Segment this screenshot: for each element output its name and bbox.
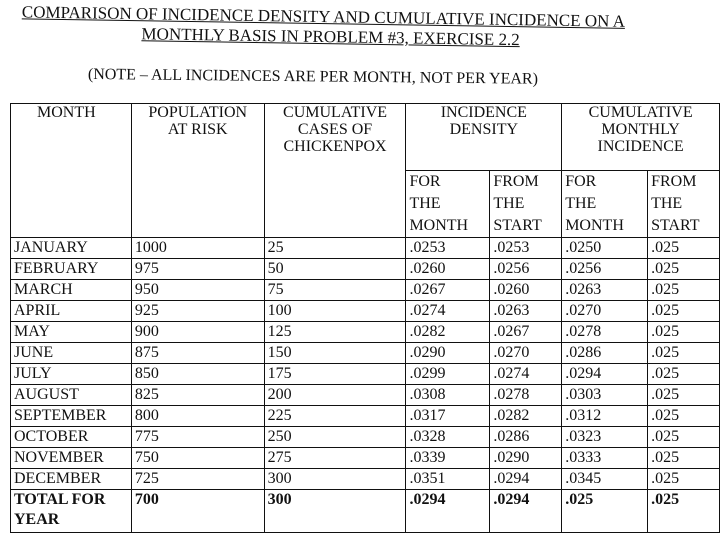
- value-cell: 50: [264, 259, 406, 280]
- value-cell: .0267: [490, 322, 562, 343]
- value-cell: .0256: [490, 259, 562, 280]
- header-cases-line2: CASES OF: [297, 121, 373, 138]
- header-incidence-density: [406, 104, 562, 171]
- value-cell: .0270: [490, 343, 562, 364]
- value-cell: .025: [648, 469, 720, 490]
- table-row: [11, 469, 720, 490]
- sub-line: THE: [565, 195, 597, 212]
- total-value-cell: 700: [131, 490, 264, 533]
- subheader-density-start: [490, 171, 562, 238]
- value-cell: 75: [264, 280, 406, 301]
- header-population-line1: POPULATION: [148, 104, 248, 121]
- sub-line: MONTH: [565, 217, 624, 234]
- value-cell: 150: [264, 343, 406, 364]
- title-line-1: COMPARISON OF INCIDENCE DENSITY AND CUMULATIVE INCIDENCE ON A: [21, 2, 626, 31]
- value-cell: .025: [648, 259, 720, 280]
- total-value-cell: 300: [264, 490, 406, 533]
- sub-line: FOR: [565, 173, 597, 190]
- value-cell: .0328: [406, 427, 490, 448]
- header-density-line2: DENSITY: [449, 121, 519, 138]
- header-cmi-line3: INCIDENCE: [597, 138, 684, 155]
- value-cell: .0308: [406, 385, 490, 406]
- value-cell: .0253: [490, 238, 562, 259]
- month-cell: DECEMBER: [11, 469, 132, 490]
- value-cell: .0274: [490, 364, 562, 385]
- value-cell: .025: [648, 238, 720, 259]
- title-line-2: MONTHLY BASIS IN PROBLEM #3, EXERCISE 2.2: [141, 24, 520, 50]
- value-cell: 925: [131, 301, 264, 322]
- header-density-line1: INCIDENCE: [440, 104, 527, 121]
- value-cell: 900: [131, 322, 264, 343]
- value-cell: .0339: [406, 448, 490, 469]
- value-cell: .025: [648, 385, 720, 406]
- note-text: (NOTE – ALL INCIDENCES ARE PER MONTH, NOT PER YEAR): [87, 66, 539, 88]
- table-row: [11, 301, 720, 322]
- value-cell: .025: [648, 406, 720, 427]
- value-cell: .0286: [490, 427, 562, 448]
- subheader-cmi-month: [562, 171, 648, 238]
- value-cell: 725: [131, 469, 264, 490]
- value-cell: 750: [131, 448, 264, 469]
- sub-line: THE: [493, 195, 525, 212]
- value-cell: 775: [131, 427, 264, 448]
- value-cell: .0294: [562, 364, 648, 385]
- value-cell: .025: [648, 427, 720, 448]
- header-month: MONTH: [11, 104, 132, 238]
- total-row: [11, 490, 720, 533]
- sub-line: FROM: [493, 173, 539, 190]
- month-cell: APRIL: [11, 301, 132, 322]
- month-cell: FEBRUARY: [11, 259, 132, 280]
- value-cell: .025: [648, 364, 720, 385]
- month-cell: MAY: [11, 322, 132, 343]
- value-cell: 250: [264, 427, 406, 448]
- table-row: [11, 343, 720, 364]
- value-cell: 25: [264, 238, 406, 259]
- value-cell: 825: [131, 385, 264, 406]
- value-cell: 200: [264, 385, 406, 406]
- sub-line: FOR: [409, 173, 441, 190]
- total-label-cell: [11, 490, 132, 533]
- total-label-line: TOTAL FOR: [14, 491, 106, 508]
- value-cell: .0290: [490, 448, 562, 469]
- table-row: [11, 259, 720, 280]
- month-cell: JUNE: [11, 343, 132, 364]
- value-cell: .0250: [562, 238, 648, 259]
- value-cell: .0290: [406, 343, 490, 364]
- value-cell: .025: [648, 301, 720, 322]
- value-cell: .025: [648, 322, 720, 343]
- table-row: [11, 448, 720, 469]
- month-cell: AUGUST: [11, 385, 132, 406]
- header-cumulative-cases: [264, 104, 406, 238]
- subheader-density-month: [406, 171, 490, 238]
- value-cell: .0278: [490, 385, 562, 406]
- value-cell: 275: [264, 448, 406, 469]
- value-cell: .0323: [562, 427, 648, 448]
- value-cell: 1000: [131, 238, 264, 259]
- total-value-cell: .025: [648, 490, 720, 533]
- value-cell: .0317: [406, 406, 490, 427]
- value-cell: .0267: [406, 280, 490, 301]
- value-cell: .0260: [406, 259, 490, 280]
- value-cell: 125: [264, 322, 406, 343]
- value-cell: .0253: [406, 238, 490, 259]
- value-cell: 950: [131, 280, 264, 301]
- value-cell: .025: [648, 343, 720, 364]
- value-cell: .0274: [406, 301, 490, 322]
- value-cell: .0351: [406, 469, 490, 490]
- table-row: [11, 280, 720, 301]
- document-title: [0, 2, 720, 53]
- value-cell: 800: [131, 406, 264, 427]
- value-cell: .0282: [490, 406, 562, 427]
- value-cell: .0278: [562, 322, 648, 343]
- month-cell: SEPTEMBER: [11, 406, 132, 427]
- table-row: [11, 238, 720, 259]
- value-cell: .0256: [562, 259, 648, 280]
- value-cell: .025: [648, 280, 720, 301]
- sub-line: FROM: [651, 173, 697, 190]
- value-cell: 175: [264, 364, 406, 385]
- value-cell: .0333: [562, 448, 648, 469]
- value-cell: .0294: [490, 469, 562, 490]
- value-cell: 975: [131, 259, 264, 280]
- header-cmi-line1: CUMULATIVE: [588, 104, 693, 121]
- value-cell: .0299: [406, 364, 490, 385]
- header-cmi-line2: MONTHLY: [601, 121, 680, 138]
- header-population: [131, 104, 264, 238]
- value-cell: 100: [264, 301, 406, 322]
- value-cell: 300: [264, 469, 406, 490]
- total-value-cell: .025: [562, 490, 648, 533]
- table-row: [11, 364, 720, 385]
- sub-line: THE: [409, 195, 441, 212]
- sub-line: MONTH: [409, 217, 469, 234]
- value-cell: .0270: [562, 301, 648, 322]
- total-value-cell: .0294: [406, 490, 490, 533]
- value-cell: .0286: [562, 343, 648, 364]
- header-cases-line3: CHICKENPOX: [283, 138, 387, 155]
- value-cell: 875: [131, 343, 264, 364]
- table-row: [11, 427, 720, 448]
- month-cell: JANUARY: [11, 238, 132, 259]
- header-cases-line1: CUMULATIVE: [283, 104, 388, 121]
- total-label-line: YEAR: [14, 511, 60, 528]
- sub-line: START: [651, 217, 700, 234]
- value-cell: .025: [648, 448, 720, 469]
- value-cell: .0263: [562, 280, 648, 301]
- table-row: [11, 322, 720, 343]
- value-cell: .0260: [490, 280, 562, 301]
- header-population-line2: AT RISK: [167, 121, 228, 138]
- table-row: [11, 406, 720, 427]
- sub-line: THE: [651, 195, 683, 212]
- table-body: [11, 238, 720, 533]
- month-cell: JULY: [11, 364, 132, 385]
- value-cell: .0303: [562, 385, 648, 406]
- total-value-cell: .0294: [490, 490, 562, 533]
- month-cell: NOVEMBER: [11, 448, 132, 469]
- value-cell: 225: [264, 406, 406, 427]
- month-cell: OCTOBER: [11, 427, 132, 448]
- subheader-cmi-start: [648, 171, 720, 238]
- value-cell: .0263: [490, 301, 562, 322]
- incidence-table: [10, 103, 720, 533]
- sub-line: START: [493, 217, 542, 234]
- value-cell: .0282: [406, 322, 490, 343]
- value-cell: .0312: [562, 406, 648, 427]
- value-cell: .0345: [562, 469, 648, 490]
- table-row: [11, 385, 720, 406]
- month-cell: MARCH: [11, 280, 132, 301]
- header-cumulative-monthly: [562, 104, 720, 171]
- value-cell: 850: [131, 364, 264, 385]
